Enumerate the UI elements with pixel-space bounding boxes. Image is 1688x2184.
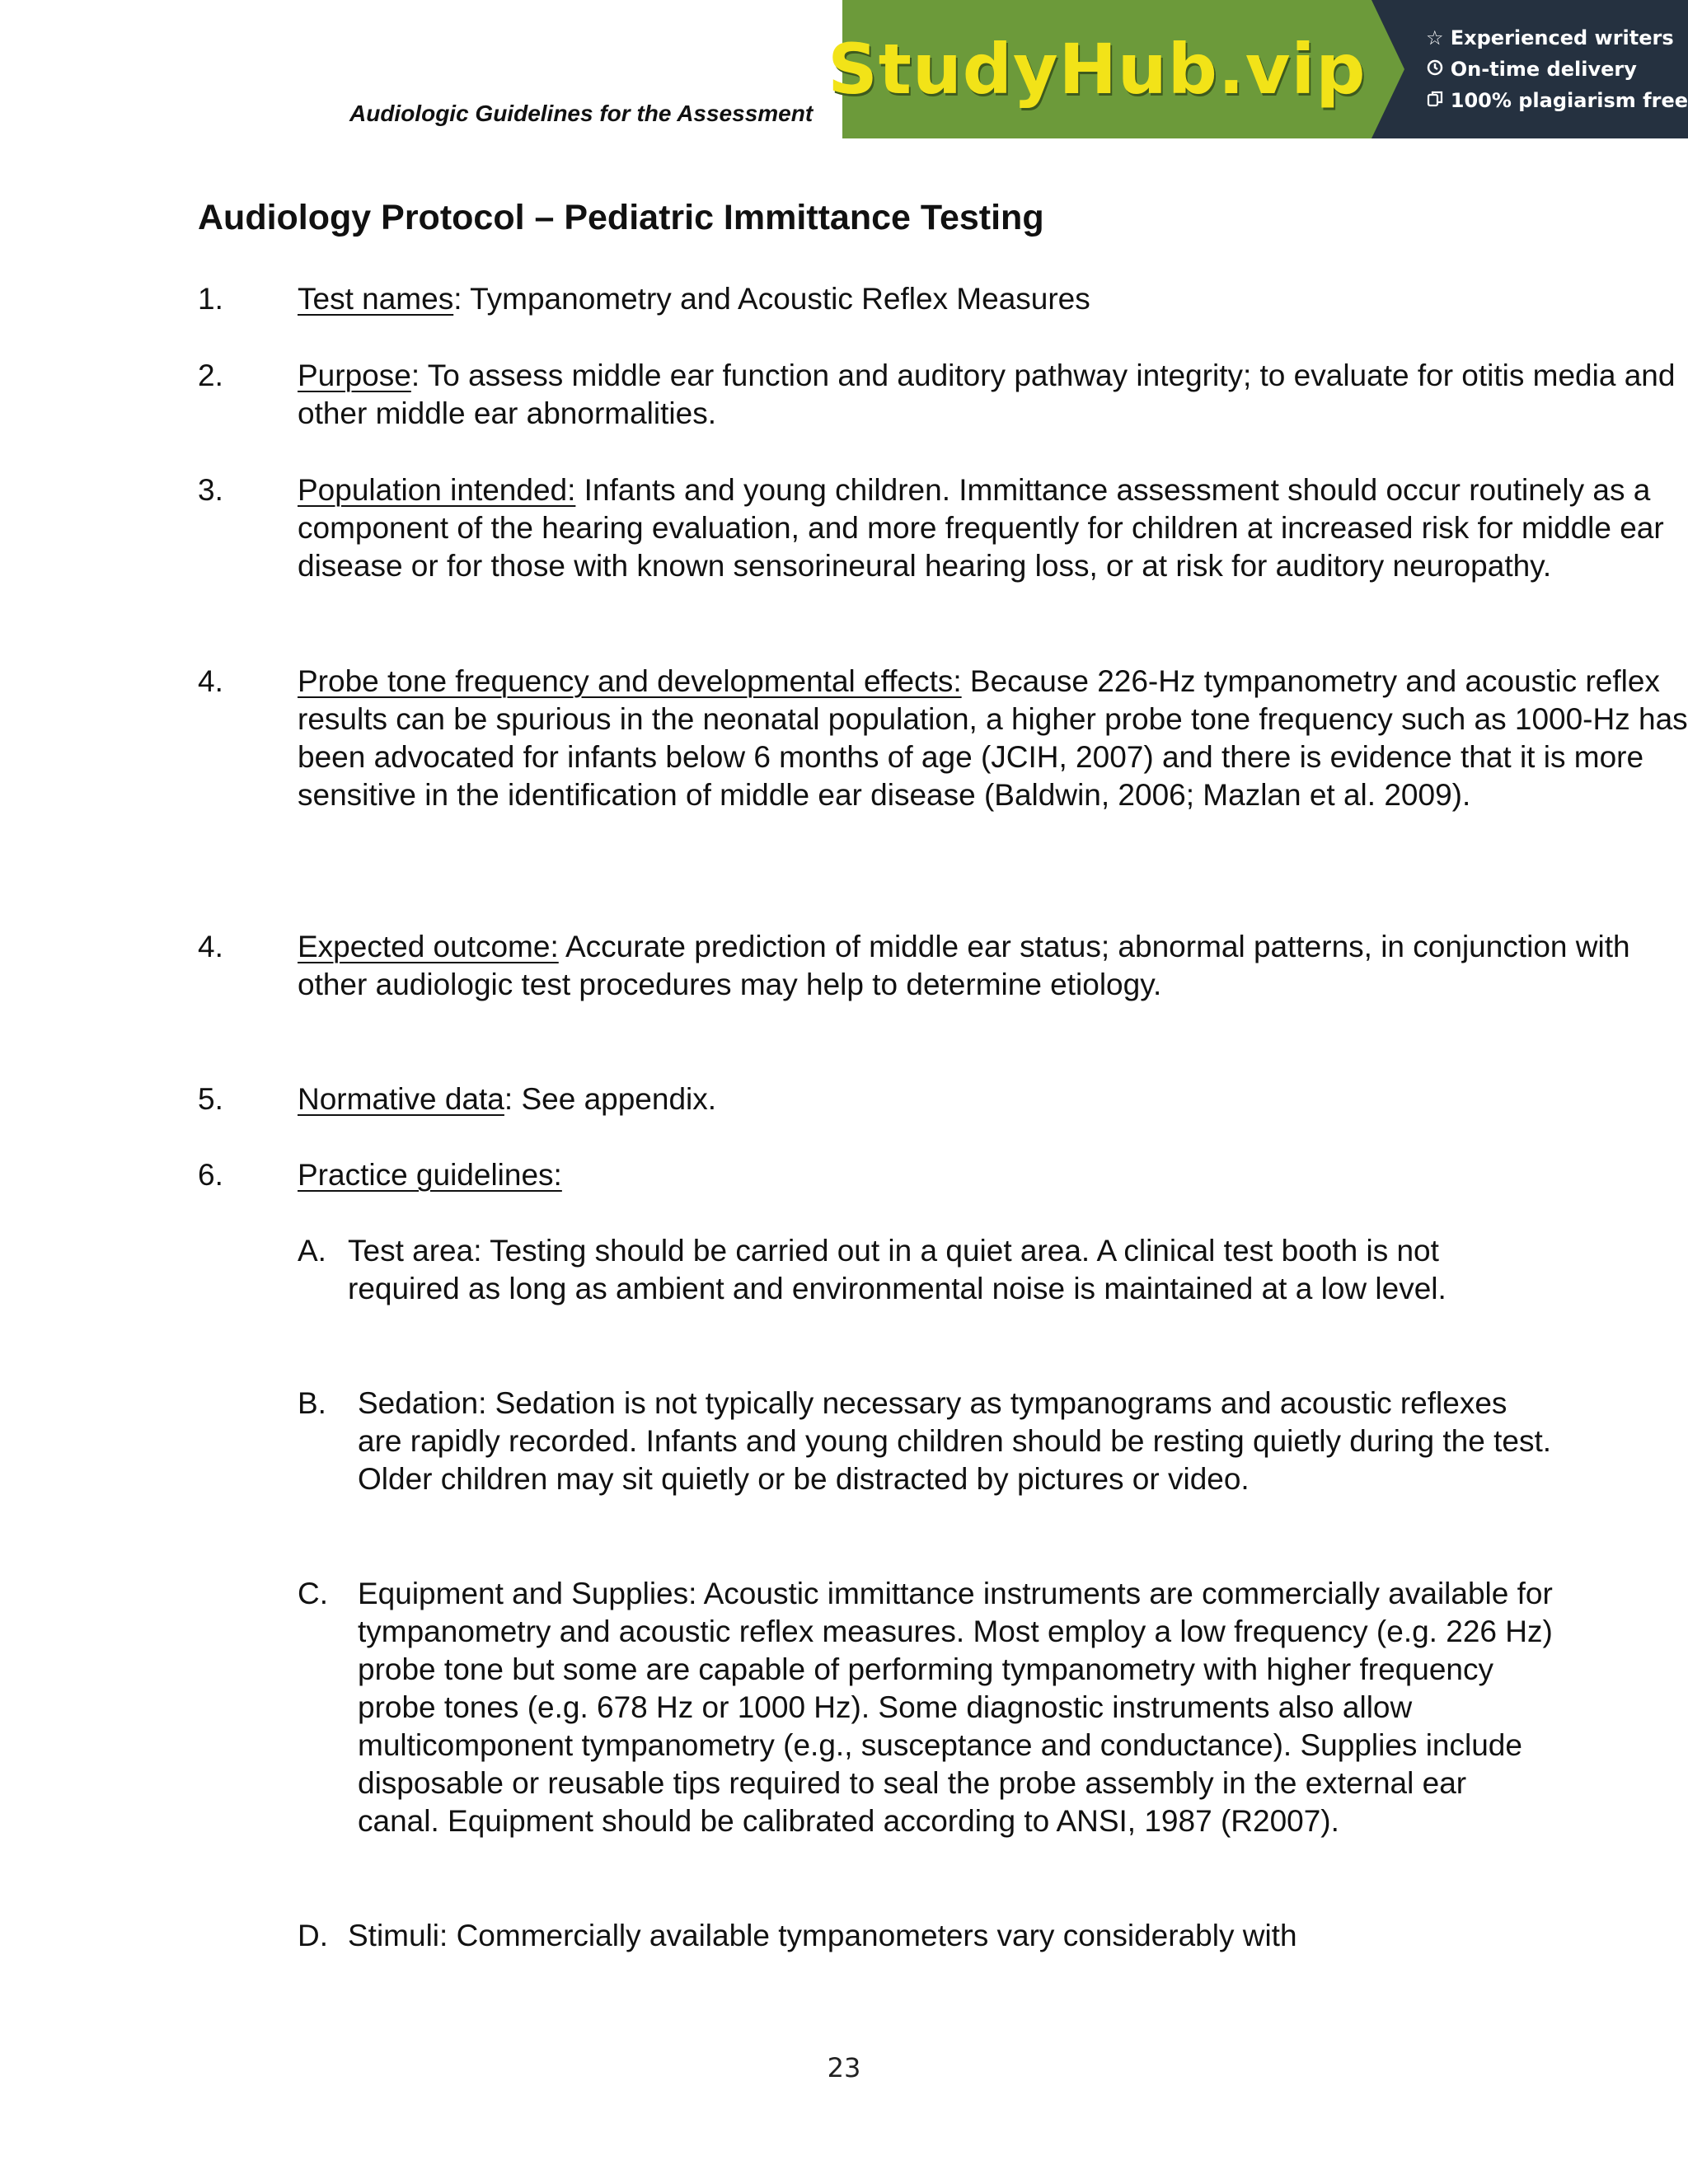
sub-item-letter: C. <box>298 1577 328 1610</box>
item-separator: : <box>453 282 462 316</box>
item-number: 4. <box>198 930 223 963</box>
item-body <box>298 357 1688 433</box>
item-number: 1. <box>198 282 223 316</box>
document-title: Audiology Protocol – Pediatric Immittance Testing <box>198 198 1044 237</box>
feature-label: On-time delivery <box>1450 58 1637 81</box>
item-body <box>298 928 1688 1004</box>
copy-icon <box>1426 89 1444 112</box>
feature-plagiarism-free <box>1426 89 1688 112</box>
sub-item-text: Test area: Testing should be carried out in a quiet area. A clinical test booth is not required as long as ambient and environmental noise is maintained at a low level. <box>348 1234 1447 1305</box>
item-body <box>298 471 1688 585</box>
item-number: 3. <box>198 473 223 507</box>
item-number: 2. <box>198 359 223 392</box>
item-label: Probe tone frequency and developmental effects: <box>298 664 962 698</box>
item-label: Expected outcome: <box>298 930 559 963</box>
sub-item-letter: D. <box>298 1919 328 1952</box>
item-text: Tympanometry and Acoustic Reflex Measures <box>462 282 1090 316</box>
sub-item-text: Stimuli: Commercially available tympanometers vary considerably with <box>348 1919 1297 1952</box>
sub-item-letter: A. <box>298 1234 326 1268</box>
item-text: Accurate prediction of middle ear status; abnormal patterns, in conjunction with other audiologic test procedures may help to determine etiology. <box>298 930 1630 1001</box>
item-label: Population intended: <box>298 473 576 507</box>
item-label: Practice guidelines: <box>298 1158 562 1192</box>
item-separator: : <box>410 359 420 392</box>
item-label: Test names <box>298 282 454 316</box>
item-number: 4. <box>198 664 223 698</box>
item-text: Infants and young children. Immittance assessment should occur routinely as a component of the hearing evaluation, and more frequently for children at increased risk for middle ear disease or for those with known sensorineural hearing loss, or at risk for auditory neuropathy. <box>298 473 1664 583</box>
item-body <box>298 1080 1688 1118</box>
banner-features-panel <box>1372 0 1688 138</box>
item-text: See appendix. <box>513 1082 717 1116</box>
feature-experienced-writers <box>1426 26 1688 49</box>
ad-banner[interactable] <box>828 0 1688 138</box>
feature-label: Experienced writers <box>1450 26 1674 49</box>
feature-on-time-delivery <box>1426 58 1688 81</box>
sub-item-letter: B. <box>298 1386 326 1420</box>
brand-logo-text[interactable]: StudyHub.vip <box>828 29 1367 110</box>
item-body <box>298 1156 1688 1194</box>
item-label: Purpose <box>298 359 411 392</box>
item-separator: : <box>504 1082 513 1116</box>
sub-item-text: Equipment and Supplies: Acoustic immittance instruments are commercially available for tympanometry and acoustic reflex measures. Most employ a low frequency (e.g. 226 Hz) probe tone but some are capable of performing tympanometry with higher frequency probe tones (e.g. 678 Hz or 1000 Hz). Some diagnostic instruments also allow multicomponent tympanometry (e.g., susceptance and conductance). Supplies include disposable or reusable tips required to seal the probe assembly in the external ear canal. Equipment should be calibrated according to ANSI, 1987 (R2007). <box>358 1577 1553 1838</box>
sub-item-text: Sedation: Sedation is not typically necessary as tympanograms and acoustic reflexes are rapidly recorded. Infants and young children should be resting quietly during the test. Older children may sit quietly or be distracted by pictures or video. <box>358 1386 1552 1496</box>
item-body <box>298 280 1688 318</box>
clock-icon <box>1426 58 1444 81</box>
running-header: Audiologic Guidelines for the Assessment <box>349 101 814 126</box>
page-number: 23 <box>827 2052 861 2083</box>
banner-brand-panel[interactable] <box>828 0 1372 138</box>
item-number: 6. <box>198 1158 223 1192</box>
item-text: Because 226-Hz tympanometry and acoustic reflex results can be spurious in the neonatal population, a higher probe tone frequency such as 1000-Hz has been advocated for infants below 6 months of age (JCIH, 2007) and there is evidence that it is more sensitive in the identification of middle ear disease (Baldwin, 2006; Mazlan et al. 2009). <box>298 664 1688 812</box>
item-number: 5. <box>198 1082 223 1116</box>
star-icon: ☆ <box>1425 26 1444 49</box>
item-label: Normative data <box>298 1082 504 1116</box>
item-body <box>298 663 1688 814</box>
item-text: To assess middle ear function and auditory pathway integrity; to evaluate for otitis media and other middle ear abnormalities. <box>298 359 1676 430</box>
feature-label: 100% plagiarism free <box>1450 89 1688 112</box>
